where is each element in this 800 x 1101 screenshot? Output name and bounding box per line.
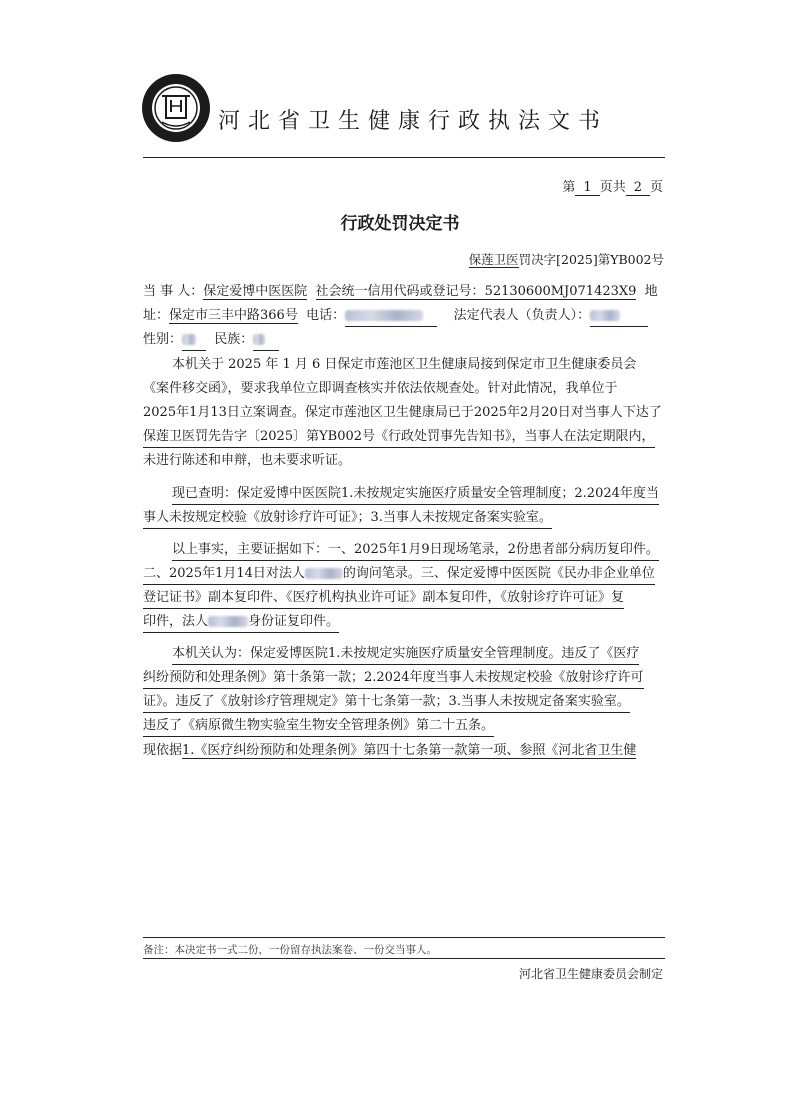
phone-label: 电话： [306,308,346,323]
page-count [562,176,663,195]
footer-divider-bottom [143,958,665,959]
paragraph-1-line: 2025年1月13日立案调查。保定市莲池区卫生健康局已于2025年2月20日对当事人下达了 [143,405,662,420]
doc-number-org: 保莲卫医 [468,252,519,267]
address-label-part1: 地 [644,284,658,299]
paragraph-3-line [143,564,655,585]
gender-label: 性别： [143,332,183,347]
footer-note: 备注：本决定书一式二份，一份留存执法案卷、一份交当事人。 [143,944,437,956]
gender-redacted [182,330,206,351]
ethnicity-redacted [253,330,279,351]
page-mid: 页共 [599,180,626,195]
document-title: 行政处罚决定书 [340,214,460,234]
party-name: 保定爱博中医医院 [203,284,308,299]
ethnicity-label: 民族： [214,332,254,347]
document-number [469,250,664,268]
health-inspection-emblem-icon [140,72,212,144]
footer-divider-top [143,937,665,938]
phone-redacted [345,306,437,327]
paragraph-3-line: 登记证书》副本复印件、《医疗机构执业许可证》副本复印件，《放射诊疗许可证》复 [143,588,624,609]
p3-text: 印件，法人 [143,614,209,629]
paragraph-1-line: 《案件移交函》，要求我单位立即调查核实并依法依规查处。针对此情况，我单位于 [143,381,618,396]
party-line-1 [143,282,658,302]
party-label: 当 事 人： [143,284,204,299]
paragraph-2-line: 事人未按规定校验《放射诊疗许可证》；3.当事人未按规定备案实验室。 [143,508,552,529]
paragraph-1-line: 本机关于 2025 年 1 月 6 日保定市莲池区卫生健康局接到保定市卫生健康委员会 [172,357,637,372]
p3-text: 二、2025年1月14日对法人 [143,566,305,581]
credit-code-label: 社会统一信用代码或登记号： [315,284,485,299]
paragraph-4-line: 违反了《病原微生物实验室生物安全管理条例》第二十五条。 [143,716,494,737]
paragraph-5-line [143,741,636,761]
address-label-part2: 址： [143,308,170,323]
legal-rep-redacted [590,306,648,327]
paragraph-4-line: 本机关认为：保定爱博医院1.未按规定实施医疗质量安全管理制度。违反了《医疗 [172,644,639,665]
document-series-title: 河北省卫生健康行政执法文书 [218,109,609,134]
header-divider [143,157,665,158]
redacted-name [305,568,343,579]
page-prefix: 第 [562,180,576,195]
paragraph-2-line: 现已查明：保定爱博中医医院1.未按规定实施医疗质量安全管理制度；2.2024年度当 [172,484,659,505]
p3-text: 身份证复印件。 [248,614,340,629]
paragraph-4-line: 纠纷预防和处理条例》第十条第一款；2.2024年度当事人未按规定校验《放射诊疗许可 [143,668,644,689]
p5-text: 现依据 [143,743,183,758]
p3-text: 的询问笔录。三、保定爱博中医医院《民办非企业单位 [342,566,655,581]
total-pages: 2 [626,180,650,196]
legal-rep-label: 法定代表人（负责人）： [453,308,591,323]
footer-maker: 河北省卫生健康委员会制定 [518,967,663,981]
doc-number-rest: 罚决字[2025]第YB002号 [518,252,664,267]
paragraph-1-line: 未进行陈述和申辩，也未要求听证。 [143,453,352,468]
paragraph-3-line [143,612,339,633]
party-line-3 [143,330,279,351]
credit-code: 52130600MJ071423X9 [484,284,637,299]
current-page: 1 [575,180,599,196]
redacted-name [208,616,248,627]
p5-text-underlined: 1.《医疗纠纷预防和处理条例》第四十七条第一款第一项、参照《河北省卫生健 [182,743,637,758]
party-line-2 [143,306,648,327]
paragraph-4-line: 证》。违反了《放射诊疗管理规定》第十七条第一款；3.当事人未按规定备案实验室。 [143,692,630,713]
paragraph-3-line: 以上事实，主要证据如下：一、2025年1月9日现场笔录，2份患者部分病历复印件。 [172,540,659,561]
paragraph-1-line: 保莲卫医罚先告字〔2025〕第YB002号《行政处罚事先告知书》，当事人在法定期限内， [143,427,655,448]
page-suffix: 页 [649,180,663,195]
address-value: 保定市三丰中路366号 [169,308,298,323]
